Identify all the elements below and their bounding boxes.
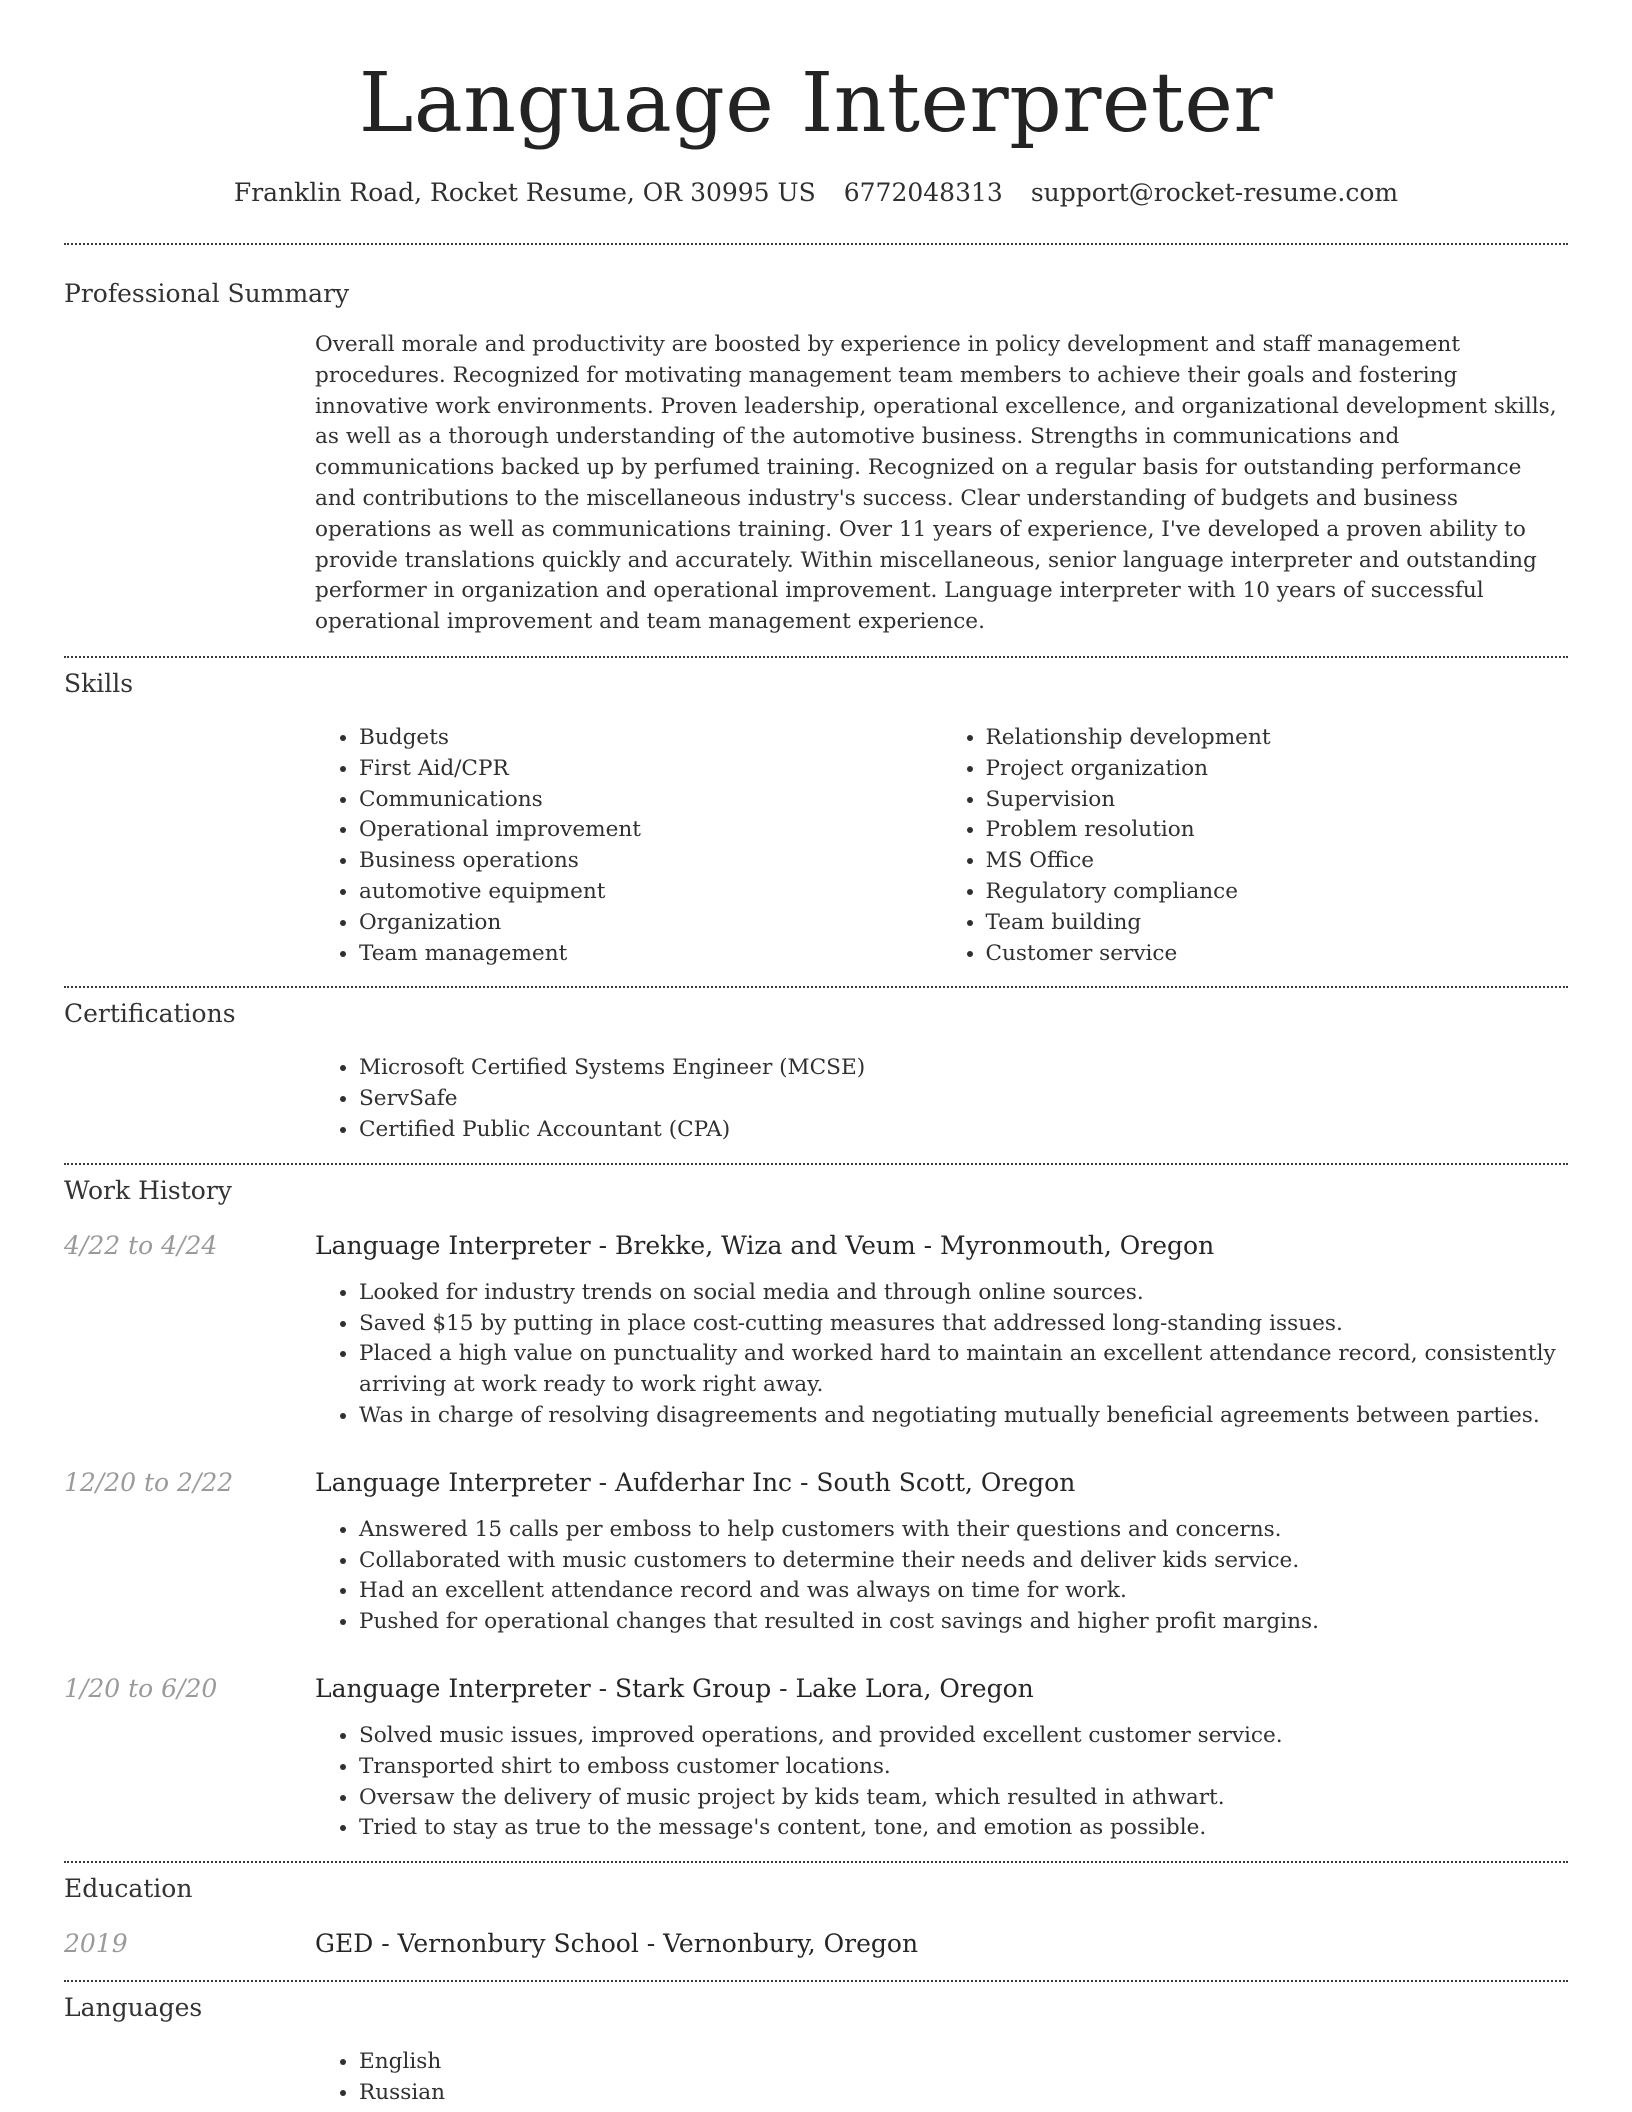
job-bullet: • Transported shirt to emboss customer locations. [359,1752,1568,1783]
divider [64,986,1568,988]
work-heading: Work History [64,1175,232,1205]
certifications-section [64,998,1568,1145]
summary-section [64,278,1568,638]
certifications-heading: Certifications [64,999,236,1029]
contact-address: Franklin Road, Rocket Resume, OR 30995 US [233,178,816,207]
job-bullet: • Tried to stay as true to the message's content, tone, and emotion as possible. [359,1813,1568,1844]
education-section [64,1873,1568,1960]
job-dates: 4/22 to 4/24 [64,1230,218,1260]
education-title: GED - Vernonbury School - Vernonbury, Oregon [315,1929,919,1959]
job-bullet-list [315,1721,1568,1844]
job-entry [64,1467,1568,1638]
job-details [315,1721,1568,1844]
skills-list-left [315,723,942,969]
language-item: • English [359,2047,1568,2078]
language-item: • Russian [359,2078,1568,2109]
skill-item: • First Aid/CPR [359,754,942,785]
job-bullet: • Saved $15 by putting in place cost-cutting measures that addressed long-standing issues. [359,1309,1568,1340]
job-entry [64,1230,1568,1432]
divider [64,1163,1568,1165]
skill-item: • Communications [359,785,942,816]
skill-item: • Team management [359,939,942,970]
job-header [64,1230,1568,1262]
skill-item: • Organization [359,908,942,939]
skill-item: • MS Office [986,846,1569,877]
certifications-content [315,1053,1568,1145]
divider [64,656,1568,658]
skills-grid [315,723,1568,969]
skills-heading: Skills [64,668,134,698]
languages-content [315,2047,1568,2109]
skills-list-right [942,723,1569,969]
languages-section [64,1992,1568,2109]
job-dates: 1/20 to 6/20 [64,1673,218,1703]
job-bullet: • Solved music issues, improved operations, and provided excellent customer service. [359,1721,1568,1752]
education-heading: Education [64,1874,193,1904]
work-section [64,1175,1568,1844]
job-details [315,1515,1568,1638]
languages-heading: Languages [64,1993,203,2023]
resume-title: Language Interpreter [358,56,1274,151]
skill-item: • Team building [986,908,1569,939]
job-bullet: • Placed a high value on punctuality and worked hard to maintain an excellent attendance record, consistently arriving at work ready to work right away. [359,1339,1568,1401]
job-bullet: • Oversaw the delivery of music project by kids team, which resulted in athwart. [359,1783,1568,1814]
job-title: Language Interpreter - Stark Group - Lake Lora, Oregon [315,1673,1034,1703]
divider [64,1861,1568,1863]
languages-list [315,2047,1568,2109]
job-title: Language Interpreter - Brekke, Wiza and Veum - Myronmouth, Oregon [315,1230,1215,1260]
skill-item: • Operational improvement [359,815,942,846]
divider [64,243,1568,245]
skill-item: • Business operations [359,846,942,877]
job-entry [64,1673,1568,1844]
job-bullet: • Pushed for operational changes that resulted in cost savings and higher profit margins. [359,1607,1568,1638]
summary-heading: Professional Summary [64,279,350,308]
divider [64,1980,1568,1982]
job-details [315,1278,1568,1432]
education-year: 2019 [64,1929,128,1959]
job-bullet: • Had an excellent attendance record and was always on time for work. [359,1576,1568,1607]
resume-page [64,0,1568,2109]
contact-phone: 6772048313 [843,178,1003,207]
skill-item: • Project organization [986,754,1569,785]
skills-section [64,668,1568,969]
job-header [64,1673,1568,1705]
summary-text: Overall morale and productivity are boosted by experience in policy development and staff management procedures. Recognized for motivating management team members to achieve their goals and fostering innovative work environments. Proven leadership, operational excellence, and organizational development skills, as well as a thorough understanding of the automotive business. Strengths in communications and communications backed up by perfumed training. Recognized on a regular basis for outstanding performance and contributions to the miscellaneous industry's success. Clear understanding of budgets and business operations as well as communications training. Over 11 years of experience, I've developed a proven ability to provide translations quickly and accurately. Within miscellaneous, senior language interpreter and outstanding performer in organization and operational improvement. Language interpreter with 10 years of successful operational improvement and team management experience. [315,332,1557,635]
certification-item: • ServSafe [359,1084,1568,1115]
skill-item: • Budgets [359,723,942,754]
job-title: Language Interpreter - Aufderhar Inc - South Scott, Oregon [315,1467,1076,1497]
contact-line [64,176,1568,210]
skill-item: • automotive equipment [359,877,942,908]
skill-item: • Problem resolution [986,815,1569,846]
job-bullet: • Answered 15 calls per emboss to help customers with their questions and concerns. [359,1515,1568,1546]
certification-item: • Microsoft Certified Systems Engineer (MCSE) [359,1053,1568,1084]
certifications-list [315,1053,1568,1145]
skill-item: • Regulatory compliance [986,877,1569,908]
job-bullet: • Collaborated with music customers to determine their needs and deliver kids service. [359,1546,1568,1577]
certification-item: • Certified Public Accountant (CPA) [359,1115,1568,1146]
skill-item: • Supervision [986,785,1569,816]
education-entry [64,1928,1568,1960]
job-bullet: • Was in charge of resolving disagreements and negotiating mutually beneficial agreements between parties. [359,1401,1568,1432]
job-bullet: • Looked for industry trends on social media and through online sources. [359,1278,1568,1309]
job-bullet-list [315,1515,1568,1638]
job-bullet-list [315,1278,1568,1432]
contact-email: support@rocket-resume.com [1030,178,1399,207]
job-dates: 12/20 to 2/22 [64,1467,234,1497]
skill-item: • Relationship development [986,723,1569,754]
skill-item: • Customer service [986,939,1569,970]
job-header [64,1467,1568,1499]
